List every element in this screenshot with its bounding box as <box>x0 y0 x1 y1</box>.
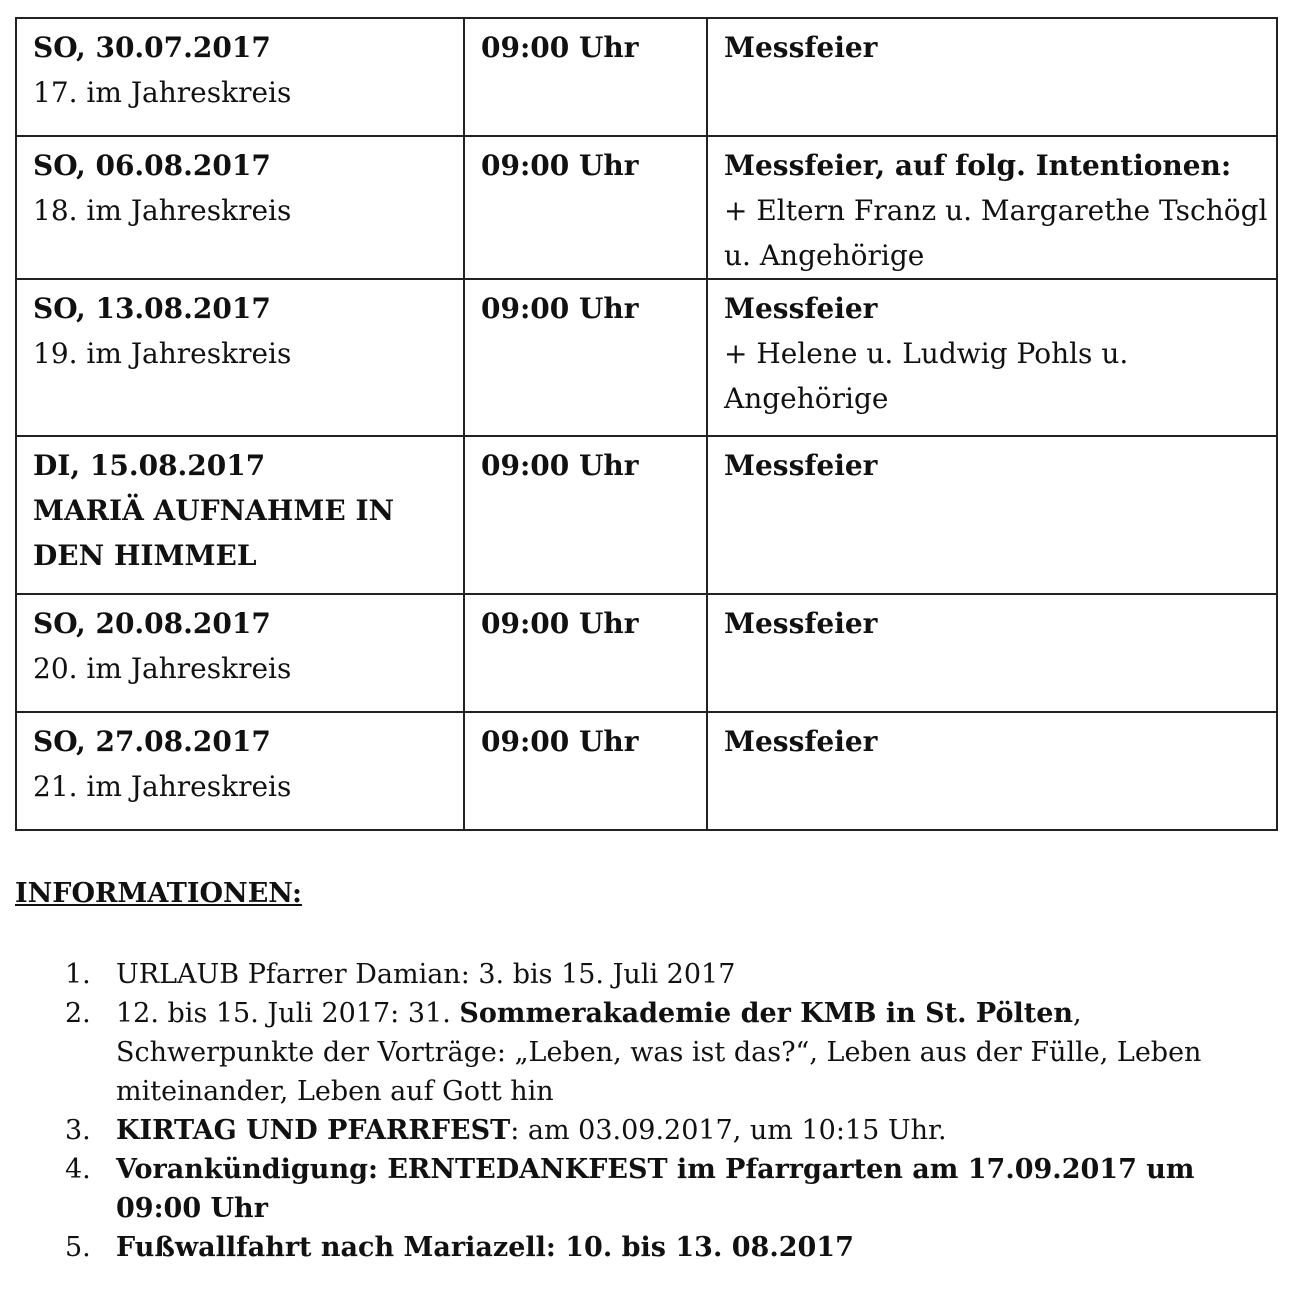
schedule-event-cell <box>707 712 1277 830</box>
info-list <box>0 955 1280 1267</box>
schedule-event-cell <box>707 279 1277 436</box>
schedule-date-cell <box>16 712 464 830</box>
schedule-occasion: 21. im Jahreskreis <box>33 770 292 803</box>
schedule-time-cell <box>464 136 707 279</box>
schedule-intention: + Helene u. Ludwig Pohls u. <box>724 337 1129 370</box>
schedule-intention: Angehörige <box>724 382 889 415</box>
info-item-text: : am 03.09.2017, um 10:15 Uhr. <box>510 1115 947 1146</box>
schedule-event-cell <box>707 136 1277 279</box>
info-item-number: 5. <box>65 1232 91 1263</box>
info-list-item <box>0 1111 1280 1150</box>
schedule-date: SO, 13.08.2017 <box>33 292 271 325</box>
schedule-time-cell <box>464 18 707 136</box>
info-list-item <box>0 1150 1280 1228</box>
schedule-intention: u. Angehörige <box>724 239 925 272</box>
schedule-event: Messfeier <box>724 607 878 640</box>
info-item-emphasis: Vorankündigung: ERNTEDANKFEST im Pfarrgarten am 17.09.2017 um 09:00 Uhr <box>116 1154 1195 1224</box>
schedule-date: SO, 06.08.2017 <box>33 149 271 182</box>
schedule-occasion: 19. im Jahreskreis <box>33 337 292 370</box>
schedule-time-cell <box>464 279 707 436</box>
schedule-event: Messfeier <box>724 31 878 64</box>
info-item-text: , Schwerpunkte der Vorträge: „Leben, was ist das?“, Leben aus der Fülle, Leben miteinander, Leben auf Gott hin <box>116 998 1202 1107</box>
schedule-event-cell <box>707 18 1277 136</box>
info-item-number: 4. <box>65 1154 91 1185</box>
schedule-date-cell <box>16 436 464 594</box>
schedule-time: 09:00 Uhr <box>481 149 639 182</box>
info-item-emphasis: Sommerakademie der KMB in St. Pölten <box>459 998 1074 1029</box>
schedule-date: DI, 15.08.2017 <box>33 449 266 482</box>
info-item-text: URLAUB Pfarrer Damian: 3. bis 15. Juli 2017 <box>116 959 736 990</box>
schedule-time-cell <box>464 436 707 594</box>
schedule-date: SO, 27.08.2017 <box>33 725 271 758</box>
schedule-event: Messfeier, auf folg. Intentionen: <box>724 149 1232 182</box>
schedule-date-cell <box>16 594 464 712</box>
schedule-event: Messfeier <box>724 449 878 482</box>
schedule-occasion: 18. im Jahreskreis <box>33 194 292 227</box>
schedule-row <box>16 18 1277 136</box>
schedule-date: SO, 20.08.2017 <box>33 607 271 640</box>
schedule-occasion: 17. im Jahreskreis <box>33 76 292 109</box>
info-item-emphasis: KIRTAG UND PFARRFEST <box>116 1115 511 1146</box>
schedule-date-cell <box>16 136 464 279</box>
schedule-date-cell <box>16 279 464 436</box>
info-heading: INFORMATIONEN: <box>15 878 302 909</box>
schedule-time: 09:00 Uhr <box>481 449 639 482</box>
schedule-row <box>16 436 1277 594</box>
schedule-time-cell <box>464 712 707 830</box>
mass-schedule-table <box>15 17 1278 831</box>
schedule-row <box>16 279 1277 436</box>
schedule-time: 09:00 Uhr <box>481 31 639 64</box>
schedule-occasion: MARIÄ AUFNAHME IN DEN HIMMEL <box>33 494 395 572</box>
schedule-occasion: 20. im Jahreskreis <box>33 652 292 685</box>
schedule-row <box>16 712 1277 830</box>
info-list-item <box>0 1228 1280 1267</box>
schedule-event-cell <box>707 594 1277 712</box>
mass-schedule-body <box>16 18 1277 830</box>
schedule-event-cell <box>707 436 1277 594</box>
info-item-number: 1. <box>65 959 91 990</box>
info-item-number: 3. <box>65 1115 91 1146</box>
info-item-number: 2. <box>65 998 91 1029</box>
schedule-time: 09:00 Uhr <box>481 725 639 758</box>
info-list-item <box>0 994 1280 1111</box>
info-item-emphasis: Fußwallfahrt nach Mariazell: 10. bis 13. 08.2017 <box>116 1232 854 1263</box>
schedule-time-cell <box>464 594 707 712</box>
schedule-event: Messfeier <box>724 292 878 325</box>
schedule-intention: + Eltern Franz u. Margarethe Tschögl <box>724 194 1268 227</box>
schedule-date-cell <box>16 18 464 136</box>
schedule-time: 09:00 Uhr <box>481 292 639 325</box>
schedule-date: SO, 30.07.2017 <box>33 31 271 64</box>
info-item-text: 12. bis 15. Juli 2017: 31. <box>116 998 460 1029</box>
info-list-item <box>0 955 1280 994</box>
schedule-row <box>16 594 1277 712</box>
schedule-time: 09:00 Uhr <box>481 607 639 640</box>
schedule-event: Messfeier <box>724 725 878 758</box>
schedule-row <box>16 136 1277 279</box>
